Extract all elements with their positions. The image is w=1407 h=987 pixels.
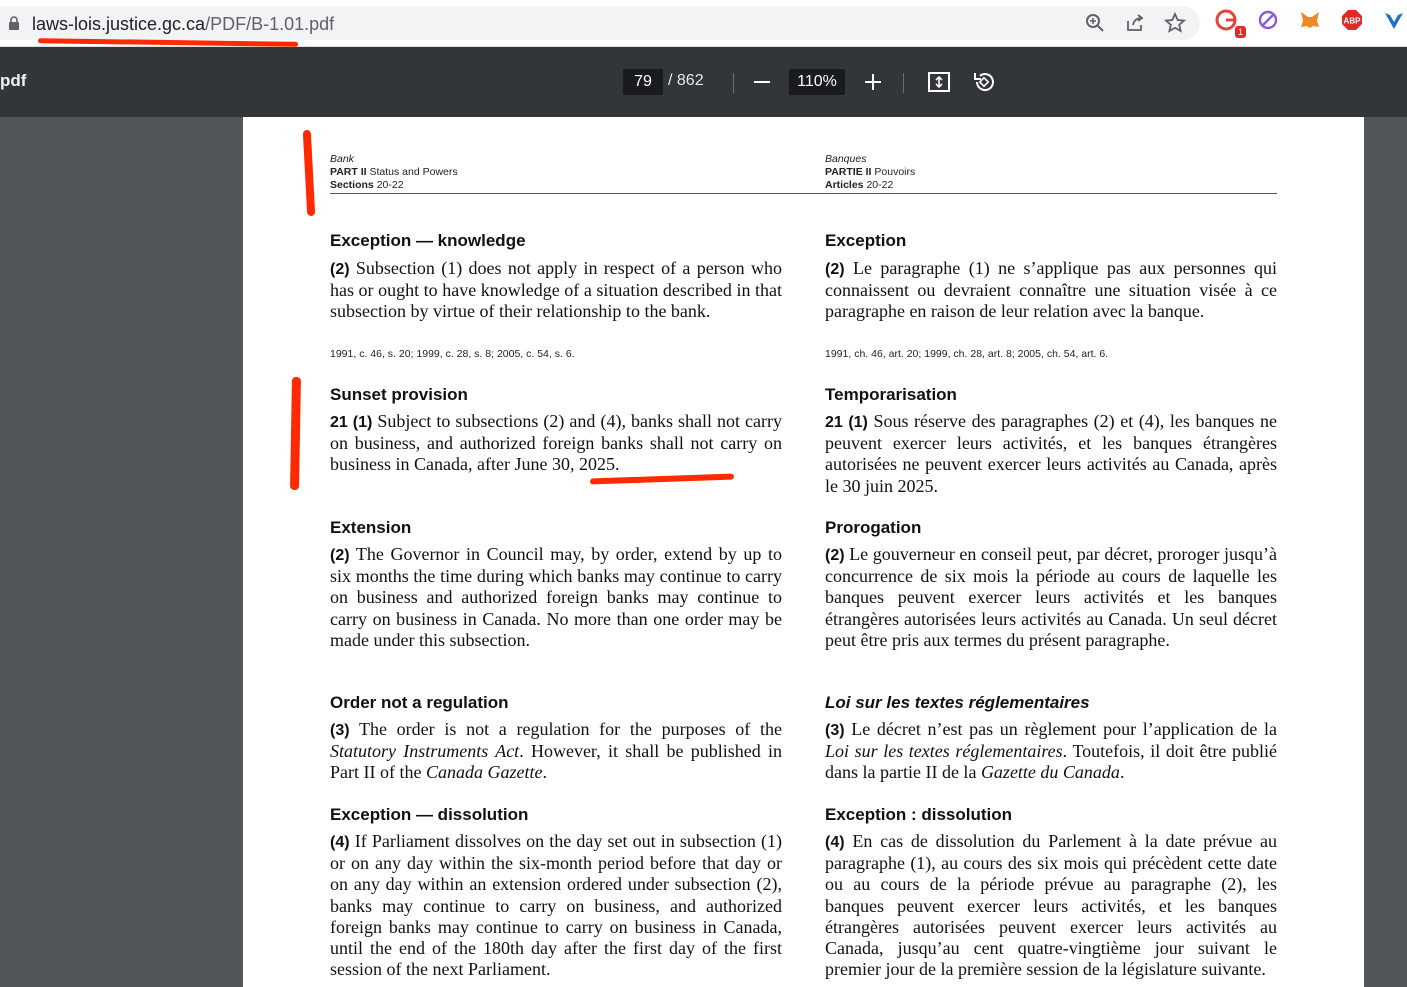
paragraph-text: Sous réserve des paragraphes (2) et (4), les banques ne peuvent exercer leurs activités, et les banques étrangères autorisées ne peuvent exercer leurs activités au Canada, après le 30 juin 2025. xyxy=(825,411,1277,496)
paragraph-text: Subsection (1) does not apply in respect of a person who has or ought to have knowledge of a situation described in that subsection by virtue of their relationship to the bank. xyxy=(330,258,782,322)
header-sections: 20-22 xyxy=(866,179,894,191)
act-title: Statutory Instruments Act xyxy=(330,741,520,762)
paragraph xyxy=(330,831,782,980)
paragraph-text: Le décret n’est pas un règlement pour l’application de la xyxy=(851,719,1278,739)
subsection-number: (4) xyxy=(330,834,350,851)
paragraph-text: . xyxy=(1119,762,1125,783)
header-part: Status and Powers xyxy=(369,166,458,178)
block-icon[interactable] xyxy=(1256,8,1280,32)
paragraph xyxy=(825,544,1277,651)
url-path: /PDF/B-1.01.pdf xyxy=(205,14,335,34)
paragraph-text: If Parliament dissolves on the day set out in subsection (1) or on any day within the six-month period before that day or on any day within an extension ordered under subsection (2), banks may continue to carry on business, and authorized foreign banks may continue to carry on business in Canada, until the end of the 180th day after the first day of the first session of the next Parliament. xyxy=(330,831,782,980)
paragraph xyxy=(825,719,1277,784)
paragraph-text: The Governor in Council may, by order, extend by up to six months the time during which banks may continue to carry on business and authorized foreign banks may continue to carry on business in Canada. No more than one order may be made under this subsection. xyxy=(330,544,782,650)
toolbar-divider xyxy=(733,73,734,93)
grammarly-icon[interactable] xyxy=(1214,8,1243,37)
header-right xyxy=(825,153,915,192)
section-heading: Prorogation xyxy=(825,518,922,537)
paragraph xyxy=(330,719,782,784)
header-sections-label: Articles xyxy=(825,179,864,191)
header-act: Banques xyxy=(825,153,867,165)
lock-icon[interactable] xyxy=(8,16,20,30)
zoom-in-button[interactable] xyxy=(861,69,885,95)
url-host: laws-lois.justice.gc.ca xyxy=(32,14,206,34)
citation: 1991, c. 46, s. 20; 1999, c. 28, s. 8; 2005, c. 54, s. 6. xyxy=(330,348,575,360)
section-heading: Exception — knowledge xyxy=(330,231,526,250)
header-rule xyxy=(330,193,1277,194)
page-total: / 862 xyxy=(668,72,704,89)
section-heading: Extension xyxy=(330,518,412,537)
rotate-icon[interactable] xyxy=(971,69,997,95)
section-heading: Sunset provision xyxy=(330,385,468,404)
section-heading: Exception xyxy=(825,231,907,250)
bookmark-star-icon[interactable] xyxy=(1164,12,1186,34)
subsection-number: (3) xyxy=(825,722,845,739)
paragraph xyxy=(330,258,782,323)
zoom-out-button[interactable] xyxy=(750,69,774,95)
adblock-label: ABP xyxy=(1343,16,1361,26)
paragraph-text: The order is not a regulation for the purposes of the xyxy=(358,719,782,739)
subsection-number: (2) xyxy=(330,261,350,278)
subsection-number: (2) xyxy=(825,261,845,278)
paragraph-text: Le paragraphe (1) ne s’applique pas aux personnes qui connaissent ou devraient connaître une situation visée à ce paragraphe en raison de leur relation avec la banque. xyxy=(825,258,1278,322)
toolbar-divider xyxy=(903,73,904,93)
section-number: 21 (1) xyxy=(825,414,868,431)
paragraph-text: . xyxy=(542,762,547,783)
zoom-icon[interactable] xyxy=(1084,12,1106,34)
section-heading: Exception : dissolution xyxy=(825,805,1013,824)
header-left xyxy=(330,153,458,192)
header-part-label: PARTIE II xyxy=(825,166,872,178)
header-sections-label: Sections xyxy=(330,179,374,191)
fit-page-icon[interactable] xyxy=(926,69,952,95)
subsection-number: (3) xyxy=(330,722,350,739)
paragraph xyxy=(825,258,1277,323)
document-title: pdf xyxy=(0,71,27,90)
share-icon[interactable] xyxy=(1124,12,1146,34)
header-act: Bank xyxy=(330,153,354,165)
subsection-number: (4) xyxy=(825,834,845,851)
paragraph-text: Subject to subsections (2) and (4), banks shall not carry on business, and authorized foreign banks shall not carry on business in Canada, after June 30, 2025. xyxy=(330,411,783,475)
section-heading: Exception — dissolution xyxy=(330,805,529,824)
paragraph xyxy=(825,411,1277,497)
paragraph xyxy=(330,544,782,651)
section-heading: Loi sur les textes réglementaires xyxy=(825,693,1090,712)
header-part-label: PART II xyxy=(330,166,367,178)
heart-shield-icon[interactable] xyxy=(1382,8,1406,32)
citation: 1991, ch. 46, art. 20; 1999, ch. 28, art. 8; 2005, ch. 54, art. 6. xyxy=(825,348,1109,360)
section-number: 21 (1) xyxy=(330,414,373,431)
paragraph xyxy=(330,411,782,476)
metamask-icon[interactable] xyxy=(1298,8,1322,32)
pdf-toolbar xyxy=(0,47,1407,117)
paragraph-text: . However, it shall be published in Part II of the xyxy=(330,741,783,783)
paragraph-text: . Toutefois, il doit être publié dans la partie II de la xyxy=(825,741,1278,783)
zoom-level-input[interactable]: 110% xyxy=(789,69,845,95)
paragraph-text: En cas de dissolution du Parlement à la date prévue au paragraphe (1), au cours des six mois qui précèdent cette date ou au cours de la période prévue au paragraphe (2), les banques peuvent exercer leurs activités, et les banques étrangères autorisées peuvent exercer leurs activités au Canada, jusqu’au cent quatre-vingtième jour suivant le premier jour de la première session de la législature suivante. xyxy=(825,831,1277,980)
page-number-input[interactable]: 79 xyxy=(623,69,663,95)
subsection-number: (2) xyxy=(825,547,845,564)
paragraph-text: Le gouverneur en conseil peut, par décret, proroger jusqu’à concurrence de six mois la période au cours de laquelle les banques peuvent exercer leurs activités et les banques étrangères autorisées leurs activités au Canada. Un seul décret peut être pris aux termes du présent paragraphe. xyxy=(825,544,1277,650)
gazette-title: Canada Gazette xyxy=(425,762,543,783)
url-text[interactable] xyxy=(32,14,334,35)
adblock-icon[interactable] xyxy=(1340,8,1364,32)
pdf-page xyxy=(243,117,1364,987)
act-title: Loi sur les textes réglementaires xyxy=(825,741,1063,762)
address-bar[interactable] xyxy=(0,6,1200,40)
paragraph xyxy=(825,831,1277,980)
gazette-title: Gazette du Canada xyxy=(980,762,1120,783)
header-part: Pouvoirs xyxy=(874,166,916,178)
section-heading: Temporarisation xyxy=(825,385,957,404)
header-sections: 20-22 xyxy=(376,179,404,191)
extension-badge: 1 xyxy=(1235,26,1246,38)
section-heading: Order not a regulation xyxy=(330,693,509,712)
subsection-number: (2) xyxy=(330,547,350,564)
